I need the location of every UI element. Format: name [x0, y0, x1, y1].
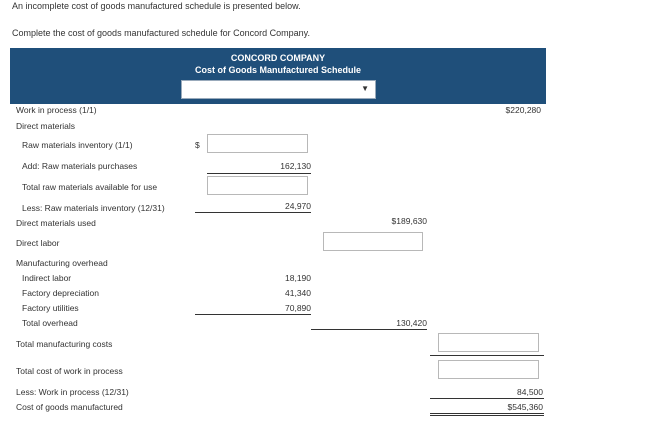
direct-labor-input[interactable]: [323, 232, 423, 251]
intro-text: An incomplete cost of goods manufactured schedule is presented below.: [12, 1, 301, 11]
indirect-labor-label: Indirect labor: [22, 273, 72, 283]
underline: [195, 314, 311, 315]
company-name: CONCORD COMPANY: [230, 53, 326, 63]
rm-beginning-label: Raw materials inventory (1/1): [22, 140, 133, 150]
underline: [311, 329, 427, 330]
chevron-down-icon: ▼: [361, 84, 369, 93]
factory-depreciation-label: Factory depreciation: [22, 288, 100, 298]
factory-depreciation-amount: 41,340: [285, 288, 311, 298]
rm-available-field[interactable]: [208, 177, 307, 194]
cogm-label: Cost of goods manufactured: [16, 402, 123, 412]
factory-utilities-amount: 70,890: [285, 303, 311, 313]
direct-labor-field[interactable]: [324, 233, 422, 250]
currency-symbol: $: [195, 140, 200, 150]
rm-beginning-field[interactable]: [208, 135, 307, 152]
rm-ending-amount: 24,970: [285, 201, 311, 211]
wip-beginning-label: Work in process (1/1): [16, 105, 97, 115]
direct-materials-label: Direct materials: [16, 121, 76, 131]
cogm-amount: $545,360: [507, 402, 543, 412]
indirect-labor-amount: 18,190: [285, 273, 311, 283]
underline: [430, 398, 544, 399]
double-underline: [430, 413, 544, 416]
factory-utilities-label: Factory utilities: [22, 303, 79, 313]
total-overhead-label: Total overhead: [22, 318, 78, 328]
direct-labor-label: Direct labor: [16, 238, 60, 248]
wip-beginning-amount: $220,280: [505, 105, 541, 115]
underline: [207, 173, 311, 174]
total-wip-label: Total cost of work in process: [16, 366, 123, 376]
total-wip-field[interactable]: [439, 361, 538, 378]
rm-ending-label: Less: Raw materials inventory (12/31): [22, 203, 165, 213]
total-mfg-costs-input[interactable]: [438, 333, 539, 352]
wip-ending-amount: 84,500: [517, 387, 543, 397]
mfg-overhead-label: Manufacturing overhead: [16, 258, 108, 268]
total-mfg-costs-label: Total manufacturing costs: [16, 339, 113, 349]
total-overhead-amount: 130,420: [396, 318, 427, 328]
underline: [195, 212, 311, 213]
rm-purchases-amount: 162,130: [280, 161, 311, 171]
period-dropdown[interactable]: [181, 80, 376, 99]
total-mfg-costs-field[interactable]: [439, 334, 538, 351]
rm-purchases-label: Add: Raw materials purchases: [22, 161, 138, 171]
dm-used-amount: $189,630: [391, 216, 427, 226]
total-wip-input[interactable]: [438, 360, 539, 379]
rm-beginning-input[interactable]: [207, 134, 308, 153]
schedule-title: Cost of Goods Manufactured Schedule: [194, 65, 361, 75]
underline: [430, 355, 544, 356]
rm-available-input[interactable]: [207, 176, 308, 195]
rm-available-label: Total raw materials available for use: [22, 182, 158, 192]
dm-used-label: Direct materials used: [16, 218, 96, 228]
wip-ending-label: Less: Work in process (12/31): [16, 387, 129, 397]
instruction-text: Complete the cost of goods manufactured schedule for Concord Company.: [12, 28, 310, 38]
